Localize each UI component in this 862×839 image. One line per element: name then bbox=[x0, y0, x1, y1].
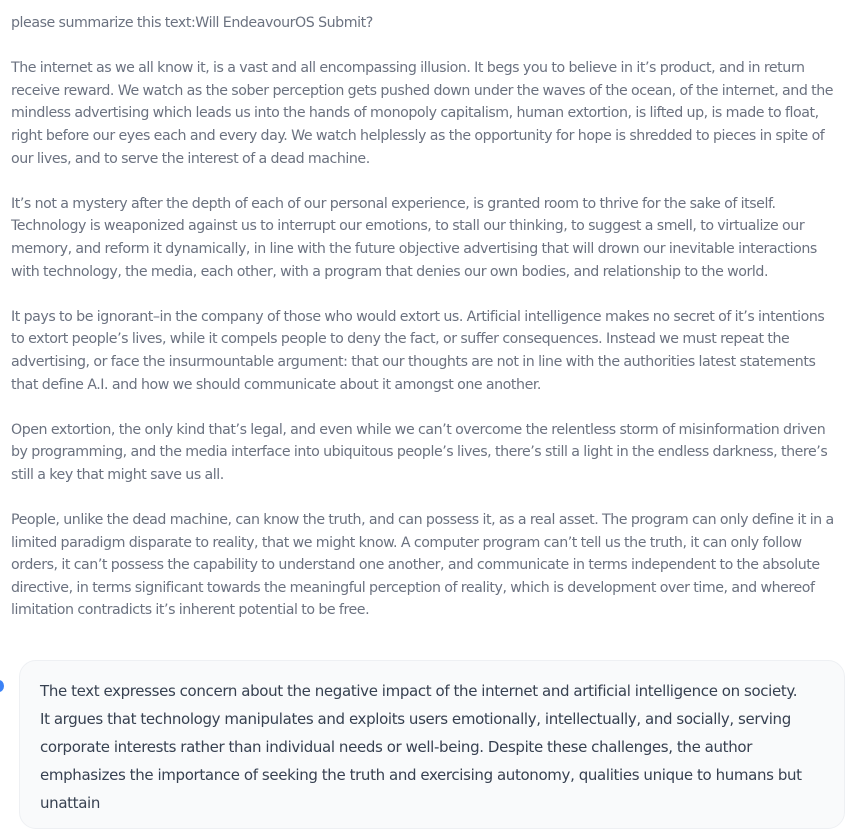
user-message-prompt: please summarize this text:Will EndeavourOS Submit? bbox=[11, 15, 373, 31]
user-message bbox=[11, 12, 841, 645]
assistant-message-text: The text expresses concern about the negative impact of the internet and artificial intelligence on society. It argues that technology manipulates and exploits users emotionally, intellectually, and socially, serving corporate interests rather than individual needs or well-being. Despite these challenges, the author emphasizes the importance of seeking the truth and exercising autonomy, qualities unique to humans but unattain bbox=[40, 682, 802, 812]
user-message-paragraph: It’s not a mystery after the depth of each of our personal experience, is granted room to thrive for the sake of itself. Technology is weaponized against us to interrupt our emotions, to stall our thinking, to suggest a smell, to virtualize our memory, and reform it dynamically, in line with the future objective advertising that will drown our inevitable interactions with technology, the media, each other, with a program that denies our own bodies, and relationship to the world. bbox=[11, 195, 817, 280]
assistant-message bbox=[19, 660, 845, 829]
user-message-paragraph: It pays to be ignorant–in the company of those who would extort us. Artificial intelligence makes no secret of it’s intentions to extort people’s lives, while it compels people to deny the fact, or suffer consequences. Instead we must repeat the advertising, or face the insurmountable argument: that our thoughts are not in line with the authorities latest statements that define A.I. and how we should communicate about it amongst one another. bbox=[11, 308, 825, 393]
user-message-paragraph: Open extortion, the only kind that’s legal, and even while we can’t overcome the relentless storm of misinformation driven by programming, and the media interface into ubiquitous people’s lives, there’s still a light in the endless darkness, there’s still a key that might save us all. bbox=[11, 421, 828, 483]
user-message-paragraph: The internet as we all know it, is a vast and all encompassing illusion. It begs you to believe in it’s product, and in return receive reward. We watch as the sober perception gets pushed down under the waves of the ocean, of the internet, and the mindless advertising which leads us into the hands of monopoly capitalism, human extortion, is lifted up, is made to float, right before our eyes each and every day. We watch helplessly as the opportunity for hope is shredded to pieces in spite of our lives, and to serve the interest of a dead machine. bbox=[11, 60, 834, 167]
user-message-paragraph: People, unlike the dead machine, can know the truth, and can possess it, as a real asset. The program can only define it in a limited paradigm disparate to reality, that we might know. A computer program can’t tell us the truth, it can only follow orders, it can’t possess the capability to understand one another, and communicate in terms independent to the absolute directive, in terms significant towards the meaningful perception of reality, which is development over time, and whereof limitation contradicts it’s inherent potential to be free. bbox=[11, 512, 834, 619]
streaming-dot-icon bbox=[0, 680, 4, 692]
